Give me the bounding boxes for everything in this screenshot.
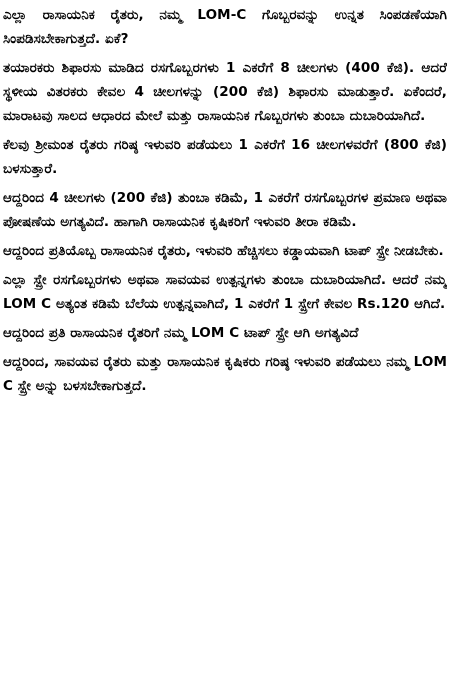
paragraph-low-yield: ಆದ್ದರಿಂದ 4 ಚೀಲಗಳು (200 ಕೆಜಿ) ತುಂಬಾ ಕಡಿಮೆ, 1 ಎಕರೆಗೆ ರಸಗೊಬ್ಬರಗಳ ಪ್ರಮಾಣ ಅಥವಾ ಪೋಷಣೆಯ ಅಗತ್ಯವಿದೆ. ಹಾಗಾಗಿ ರಾಸಾಯನಿಕ ಕೃಷಿಕರಿಗೆ ಇಳುವರಿ ತೀರಾ ಕಡಿಮೆ. (3, 190, 447, 230)
paragraph-price: ಎಲ್ಲಾ ಸ್ಪ್ರೇ ರಸಗೊಬ್ಬರಗಳು ಅಥವಾ ಸಾವಯವ ಉತ್ಪನ್ನಗಳು ತುಂಬಾ ದುಬಾರಿಯಾಗಿದೆ. ಆದರೆ ನಮ್ಮ LOM C ಅತ್ಯಂತ ಕಡಿಮೆ ಬೆಲೆಯ ಉತ್ಪನ್ನವಾಗಿದೆ, 1 ಎಕರೆಗೆ 1 ಸ್ಪ್ರೇಗೆ ಕೇವಲ Rs.120 ಆಗಿದೆ. (3, 272, 447, 312)
paragraph-top-spray-needed: ಆದ್ದರಿಂದ ಪ್ರತಿಯೊಬ್ಬ ರಾಸಾಯನಿಕ ರೈತರು, ಇಳುವರಿ ಹೆಚ್ಚಿಸಲು ಕಡ್ಡಾಯವಾಗಿ ಟಾಪ್ ಸ್ಪ್ರೇ ನೀಡಬೇಕು. (3, 243, 444, 259)
document-page (3, 3, 447, 678)
paragraph-intro-question: ಎಲ್ಲಾ ರಾಸಾಯನಿಕ ರೈತರು, ನಮ್ಮ LOM-C ಗೊಬ್ಬರವನ್ನು ಉನ್ನತ ಸಿಂಪಡಣೆಯಾಗಿ ಸಿಂಪಡಿಸಬೇಕಾಗುತ್ತದೆ. ಏಕೆ? (3, 7, 447, 47)
paragraph-every-farmer: ಆದ್ದರಿಂದ ಪ್ರತಿ ರಾಸಾಯನಿಕ ರೈತರಿಗೆ ನಮ್ಮ LOM C ಟಾಪ್ ಸ್ಪ್ರೇ ಆಗಿ ಅಗತ್ಯವಿದೆ (3, 325, 359, 341)
paragraph-recommended-dosage: ತಯಾರಕರು ಶಿಫಾರಸು ಮಾಡಿದ ರಸಗೊಬ್ಬರಗಳು 1 ಎಕರೆಗೆ 8 ಚೀಲಗಳು (400 ಕೆಜಿ). ಆದರೆ ಸ್ಥಳೀಯ ವಿತರಕರು ಕೇವಲ 4 ಚೀಲಗಳನ್ನು (200 ಕೆಜಿ) ಶಿಫಾರಸು ಮಾಡುತ್ತಾರೆ. ಏಕೆಂದರೆ, ಮಾರಾಟವು ಸಾಲದ ಆಧಾರದ ಮೇಲೆ ಮತ್ತು ರಾಸಾಯನಿಕ ಗೊಬ್ಬರಗಳು ತುಂಬಾ ದುಬಾರಿಯಾಗಿದೆ. (3, 60, 447, 124)
paragraph-conclusion: ಆದ್ದರಿಂದ, ಸಾವಯವ ರೈತರು ಮತ್ತು ರಾಸಾಯನಿಕ ಕೃಷಿಕರು ಗರಿಷ್ಠ ಇಳುವರಿ ಪಡೆಯಲು ನಮ್ಮ LOM C ಸ್ಪ್ರೇ ಅನ್ನು ಬಳಸಬೇಕಾಗುತ್ತದೆ. (3, 354, 447, 394)
paragraph-rich-farmers: ಕೆಲವು ಶ್ರೀಮಂತ ರೈತರು ಗರಿಷ್ಠ ಇಳುವರಿ ಪಡೆಯಲು 1 ಎಕರೆಗೆ 16 ಚೀಲಗಳವರೆಗೆ (800 ಕೆಜಿ) ಬಳಸುತ್ತಾರೆ. (3, 137, 447, 177)
